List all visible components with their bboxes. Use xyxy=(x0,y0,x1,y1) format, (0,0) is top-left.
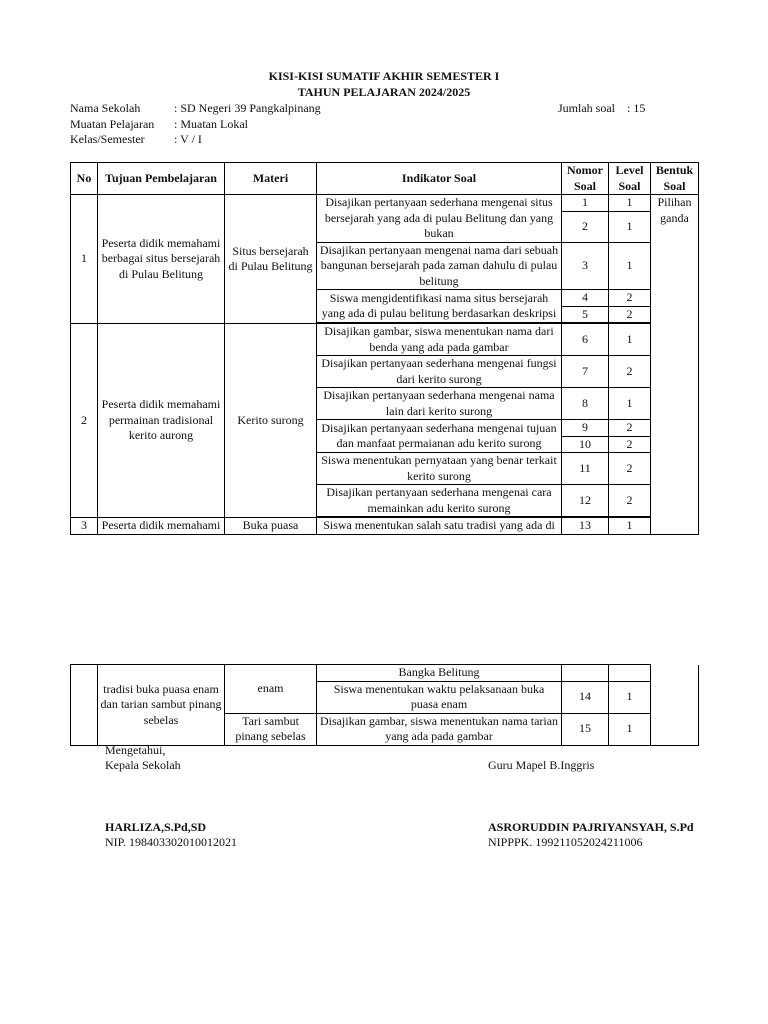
level-cell: 2 xyxy=(609,306,651,323)
level-cell: 2 xyxy=(609,453,651,485)
header-tujuan: Tujuan Pembelajaran xyxy=(98,163,225,195)
question-count-value: : 15 xyxy=(627,101,646,115)
school-value: : SD Negeri 39 Pangkalpinang xyxy=(174,101,321,115)
group3-no-cont xyxy=(71,665,98,746)
principal-nip: NIP. 198403302010012021 xyxy=(105,835,238,849)
group1-tujuan: Peserta didik memahami berbagai situs bersejarah di Pulau Belitung xyxy=(98,195,225,324)
group2-indikator-5: Siswa menentukan pernyataan yang benar terkait kerito surong xyxy=(317,453,562,485)
level-cell: 1 xyxy=(609,388,651,420)
level-cell: 2 xyxy=(609,356,651,388)
header-bentuk: Bentuk Soal xyxy=(651,163,699,195)
nomor-cell: 5 xyxy=(562,306,609,323)
nomor-cell-cont xyxy=(562,665,609,682)
kisi-kisi-table-continued xyxy=(70,664,699,746)
nomor-cell: 8 xyxy=(562,388,609,420)
group3-no: 3 xyxy=(71,518,98,535)
teacher-name: ASRORUDDIN PAJRIYANSYAH, S.Pd xyxy=(488,820,694,834)
nomor-cell: 3 xyxy=(562,242,609,290)
nomor-cell: 12 xyxy=(562,485,609,517)
level-cell: 1 xyxy=(609,681,651,713)
teacher-title: Guru Mapel B.Inggris xyxy=(488,758,595,772)
group2-indikator-6: Disajikan pertanyaan sederhana mengenai cara memainkan adu kerito surong xyxy=(317,485,562,517)
group2-indikator-2: Disajikan pertanyaan sederhana mengenai fungsi dari kerito surong xyxy=(317,356,562,388)
subject-label: Muatan Pelajaran xyxy=(70,117,155,131)
acknowledge-label: Mengetahui, xyxy=(105,743,166,757)
bentuk-soal-cell-cont xyxy=(651,665,699,746)
nomor-cell: 13 xyxy=(562,518,609,535)
document-subtitle: TAHUN PELAJARAN 2024/2025 xyxy=(297,85,471,99)
group1-materi: Situs bersejarah di Pulau Belitung xyxy=(225,195,317,324)
nomor-cell: 2 xyxy=(562,211,609,242)
class-label: Kelas/Semester xyxy=(70,132,145,146)
group3-indikator-3: Disajikan gambar, siswa menentukan nama tarian yang ada pada gambar xyxy=(317,713,562,745)
nomor-cell: 15 xyxy=(562,713,609,745)
group2-indikator-4: Disajikan pertanyaan sederhana mengenai tujuan dan manfaat permaianan adu kerito surong xyxy=(317,420,562,453)
nomor-cell: 1 xyxy=(562,195,609,212)
nomor-cell: 10 xyxy=(562,436,609,453)
nomor-cell: 6 xyxy=(562,324,609,356)
group3-indikator-1-part1: Siswa menentukan salah satu tradisi yang ada di xyxy=(317,518,562,535)
nomor-cell: 14 xyxy=(562,681,609,713)
level-cell-cont xyxy=(609,665,651,682)
table-row xyxy=(71,195,699,212)
group1-no: 1 xyxy=(71,195,98,324)
bentuk-soal-cell: Pilihan ganda xyxy=(651,195,699,535)
group3-tujuan-part1: Peserta didik memahami xyxy=(98,518,225,535)
table-row xyxy=(71,665,699,682)
table-row xyxy=(71,518,699,535)
level-cell: 1 xyxy=(609,324,651,356)
group3-materi-2: Tari sambut pinang sebelas xyxy=(225,713,317,745)
table-header-row xyxy=(71,163,699,195)
level-cell: 2 xyxy=(609,436,651,453)
nomor-cell: 4 xyxy=(562,290,609,307)
document-title: KISI-KISI SUMATIF AKHIR SEMESTER I xyxy=(268,69,500,83)
header-indikator: Indikator Soal xyxy=(317,163,562,195)
group1-indikator-1: Disajikan pertanyaan sederhana mengenai situs bersejarah yang ada di pulau Belitung dan yang bukan xyxy=(317,195,562,243)
teacher-nipppk: NIPPPK. 199211052024211006 xyxy=(488,835,643,849)
level-cell: 1 xyxy=(609,195,651,212)
group3-tujuan-part2: tradisi buka puasa enam dan tarian sambut pinang sebelas xyxy=(98,665,225,746)
group2-indikator-1: Disajikan gambar, siswa menentukan nama dari benda yang ada pada gambar xyxy=(317,324,562,356)
group2-no: 2 xyxy=(71,324,98,518)
header-level: Level Soal xyxy=(609,163,651,195)
group1-indikator-2: Disajikan pertanyaan mengenai nama dari sebuah bangunan bersejarah pada zaman dahulu di pulau belitung xyxy=(317,242,562,290)
header-nomor: Nomor Soal xyxy=(562,163,609,195)
group3-indikator-1-part2: Bangka Belitung xyxy=(317,665,562,682)
school-label: Nama Sekolah xyxy=(70,101,141,115)
nomor-cell: 9 xyxy=(562,420,609,437)
principal-name: HARLIZA,S.Pd,SD xyxy=(105,820,207,834)
question-count-label: Jumlah soal xyxy=(558,101,615,115)
group2-materi: Kerito surong xyxy=(225,324,317,518)
header-no: No xyxy=(71,163,98,195)
group2-indikator-3: Disajikan pertanyaan sederhana mengenai nama lain dari kerito surong xyxy=(317,388,562,420)
level-cell: 1 xyxy=(609,211,651,242)
group3-materi-part1: Buka puasa xyxy=(225,518,317,535)
nomor-cell: 7 xyxy=(562,356,609,388)
nomor-cell: 11 xyxy=(562,453,609,485)
level-cell: 2 xyxy=(609,290,651,307)
level-cell: 1 xyxy=(609,713,651,745)
subject-value: : Muatan Lokal xyxy=(174,117,248,131)
class-value: : V / I xyxy=(174,132,202,146)
kisi-kisi-table xyxy=(70,162,699,535)
principal-title: Kepala Sekolah xyxy=(105,758,181,772)
table-row xyxy=(71,324,699,356)
group2-tujuan: Peserta didik memahami permainan tradisional kerito aurong xyxy=(98,324,225,518)
level-cell: 1 xyxy=(609,242,651,290)
group1-indikator-3: Siswa mengidentifikasi nama situs bersejarah yang ada di pulau belitung berdasarkan deskripsi xyxy=(317,290,562,323)
level-cell: 2 xyxy=(609,485,651,517)
group3-materi-part2: enam xyxy=(225,665,317,714)
level-cell: 2 xyxy=(609,420,651,437)
group3-indikator-2: Siswa menentukan waktu pelaksanaan buka puasa enam xyxy=(317,681,562,713)
level-cell: 1 xyxy=(609,518,651,535)
header-materi: Materi xyxy=(225,163,317,195)
